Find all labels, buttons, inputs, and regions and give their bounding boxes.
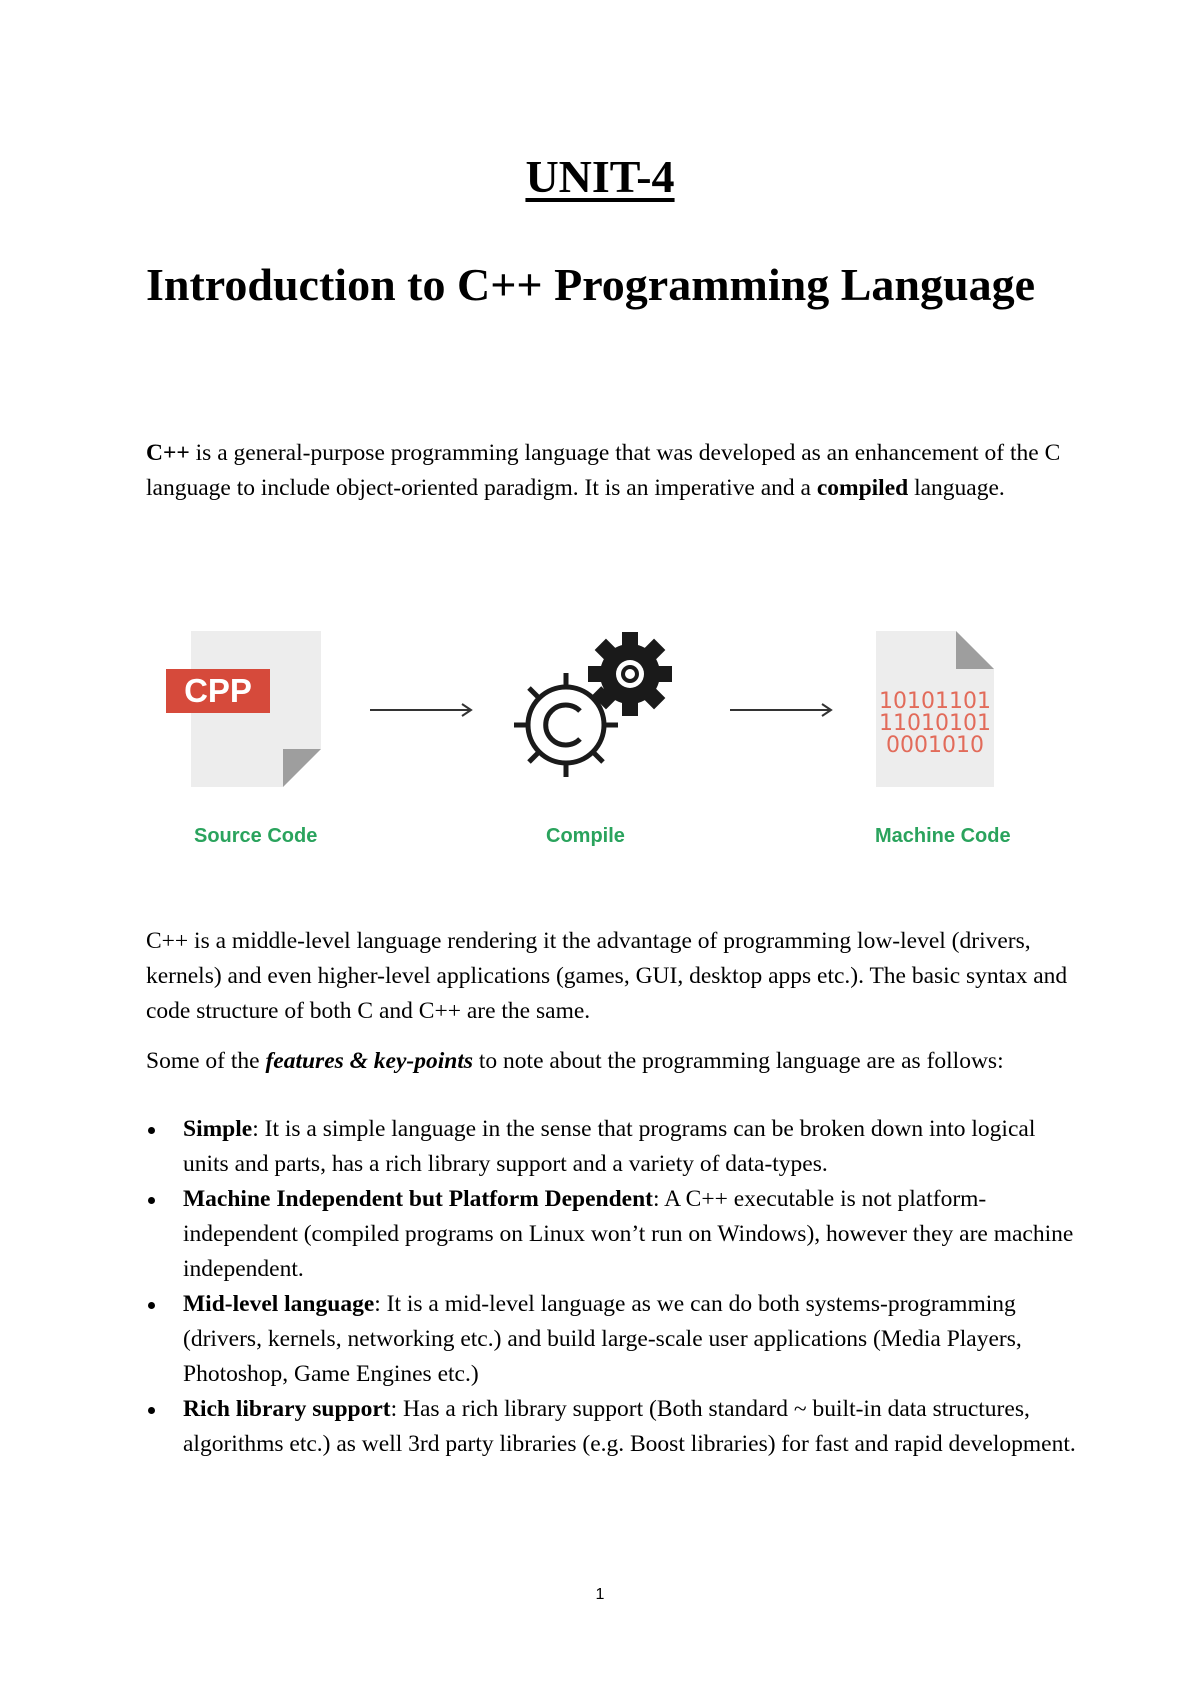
bullet-term: Simple <box>183 1116 253 1142</box>
bullet-term: Machine Independent but Platform Dependent <box>183 1186 654 1212</box>
label-source-code: Source Code <box>194 825 318 847</box>
list-item <box>146 1392 1076 1462</box>
label-machine-code: Machine Code <box>875 825 1011 847</box>
machine-code-document-icon <box>876 631 994 787</box>
intro-bold-word: compiled <box>816 475 909 501</box>
intro-text-1: is a general-purpose programming language that was developed as an enhancement of the C language to include object-oriented paradigm. It is an imperative and a <box>146 440 1061 501</box>
features-intro-paragraph <box>146 1044 1076 1079</box>
arrow-right-icon <box>370 704 471 716</box>
bullet-icon <box>148 1302 155 1309</box>
page-heading: Introduction to C++ Programming Language <box>146 259 1035 310</box>
bullet-text: : A C++ executable is not platform-independent (compiled programs on Linux won’t run on Windows), however they are machine independent. <box>183 1186 1074 1282</box>
label-compile: Compile <box>546 825 625 847</box>
page-number: 1 <box>595 1586 605 1603</box>
intro-lead-term: C++ <box>146 440 190 466</box>
binary-line-2: 11010101 <box>879 711 991 736</box>
list-item <box>146 1182 1076 1287</box>
bullet-term: Rich library support <box>183 1396 391 1422</box>
bullet-text: : It is a simple language in the sense that programs can be broken down into logical units and parts, has a rich library support and a variety of data-types. <box>183 1116 1036 1177</box>
features-intro-text-2: to note about the programming language are as follows: <box>473 1048 1004 1074</box>
features-list <box>146 1112 1076 1462</box>
middle-level-paragraph: C++ is a middle-level language rendering it the advantage of programming low-level (drivers, kernels) and even higher-level applications (games, GUI, desktop apps etc.). The basic syntax and code structure of both C and C++ are the same. <box>146 928 1068 1024</box>
gears-icon <box>514 632 672 777</box>
cpp-tag-text: CPP <box>184 672 252 709</box>
features-intro-text-1: Some of the <box>146 1048 266 1074</box>
intro-text-2: language. <box>908 475 1005 501</box>
bullet-icon <box>148 1197 155 1204</box>
unit-title: UNIT-4 <box>525 151 675 202</box>
bullet-icon <box>148 1127 155 1134</box>
intro-paragraph <box>146 436 1076 506</box>
source-code-document-icon <box>166 631 321 787</box>
compile-diagram <box>146 625 1046 855</box>
list-item <box>146 1112 1076 1182</box>
bullet-text: : It is a mid-level language as we can do both systems-programming (drivers, kernels, networking etc.) and build large-scale user applications (Media Players, Photoshop, Game Engines etc.) <box>183 1291 1022 1387</box>
binary-line-1: 10101101 <box>879 689 991 714</box>
list-item <box>146 1287 1076 1392</box>
bullet-term: Mid-level language <box>183 1291 375 1317</box>
arrow-right-icon <box>730 704 831 716</box>
bullet-text: : Has a rich library support (Both standard ~ built-in data structures, algorithms etc.) as well 3rd party libraries (e.g. Boost libraries) for fast and rapid development. <box>183 1396 1076 1457</box>
large-gear-icon <box>514 673 618 777</box>
binary-line-3: 0001010 <box>886 733 984 758</box>
compile-diagram-graphic <box>146 625 1046 815</box>
small-gear-icon <box>588 632 672 716</box>
features-emphasis: features & key-points <box>265 1048 474 1074</box>
bullet-icon <box>148 1407 155 1414</box>
